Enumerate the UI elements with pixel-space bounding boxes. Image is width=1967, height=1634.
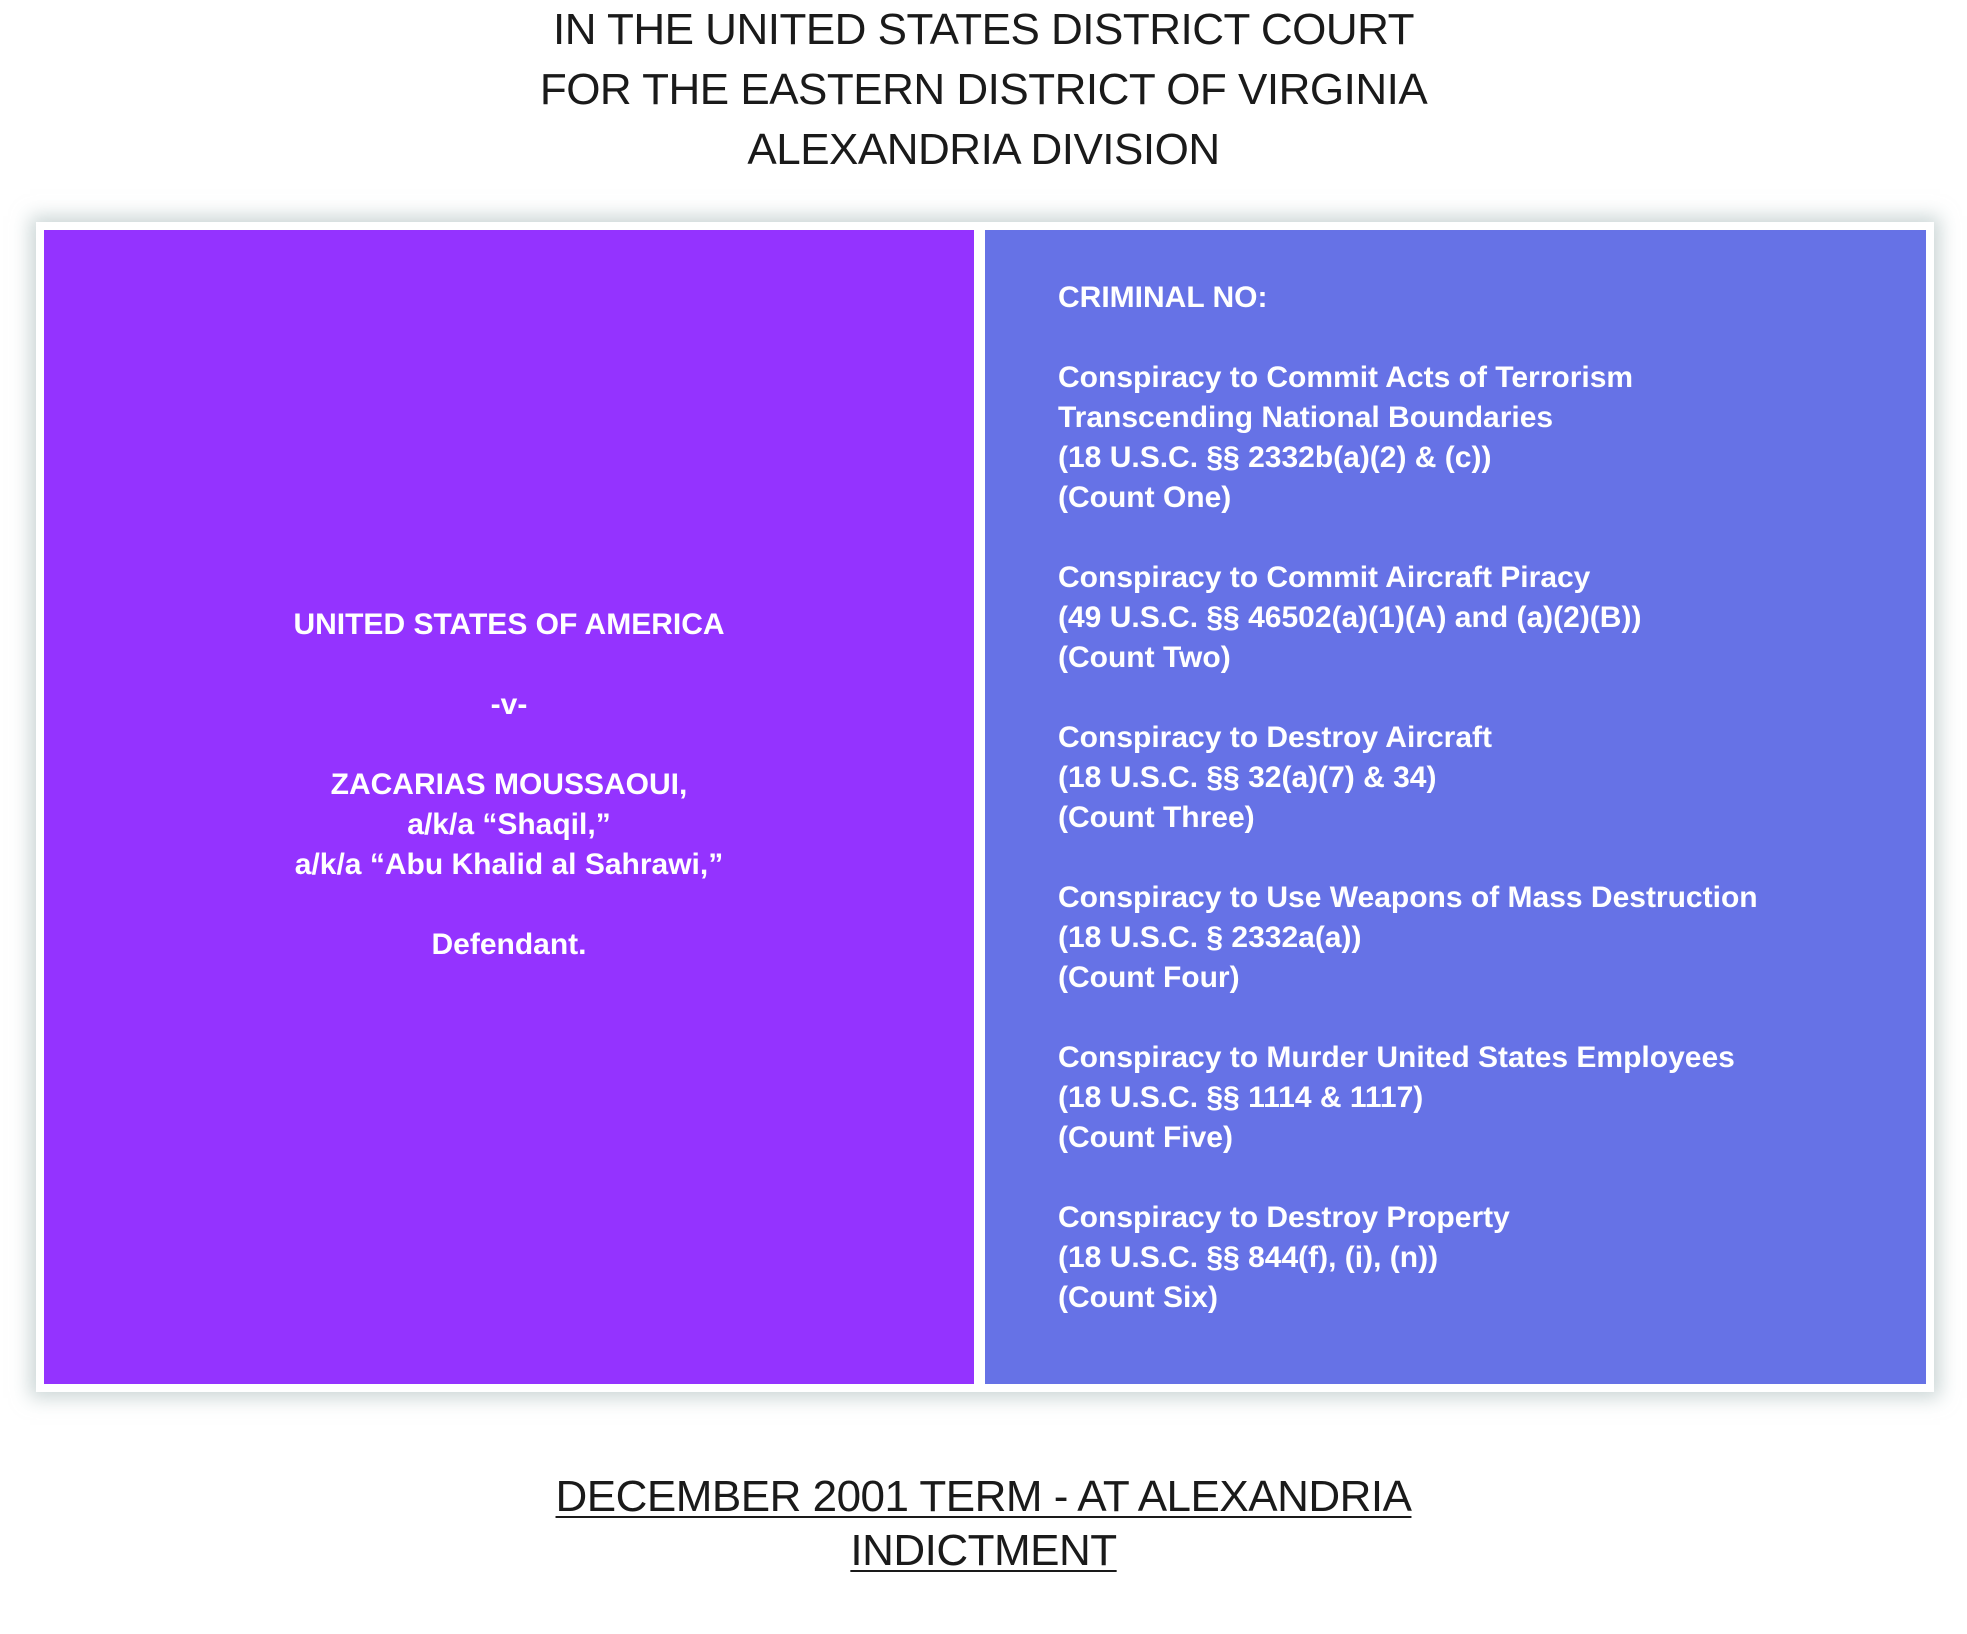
charge-count-label: (Count Four) (1058, 961, 1240, 994)
charge-count-three (1058, 718, 1758, 838)
charge-count-five (1058, 1038, 1758, 1158)
charge-count-two (1058, 558, 1758, 678)
charge-title: Conspiracy to Destroy Property (1058, 1201, 1510, 1234)
charge-statute: (18 U.S.C. §§ 844(f), (i), (n)) (1058, 1241, 1439, 1274)
term-footer (0, 1470, 1967, 1578)
charge-count-four (1058, 878, 1758, 998)
charge-count-one (1058, 358, 1758, 518)
charges-panel (985, 230, 1926, 1384)
defendant-alias: a/k/a “Shaqil,” (407, 808, 611, 841)
charge-title: Conspiracy to Use Weapons of Mass Destruction (1058, 881, 1758, 914)
court-term: DECEMBER 2001 TERM - AT ALEXANDRIA (555, 1472, 1412, 1521)
charges-block (1058, 278, 1758, 1318)
charge-title-continued: Transcending National Boundaries (1058, 401, 1554, 434)
charge-count-label: (Count Five) (1058, 1121, 1233, 1154)
charge-statute: (18 U.S.C. § 2332a(a)) (1058, 921, 1362, 954)
charge-count-label: (Count One) (1058, 481, 1232, 514)
versus-marker: -v- (490, 688, 528, 721)
charge-count-label: (Count Two) (1058, 641, 1231, 674)
charge-title: Conspiracy to Commit Aircraft Piracy (1058, 561, 1591, 594)
document-type: INDICTMENT (850, 1526, 1117, 1575)
charge-count-label: (Count Three) (1058, 801, 1255, 834)
defendant-name: ZACARIAS MOUSSAOUI, (330, 768, 688, 801)
defendant-alias: a/k/a “Abu Khalid al Sahrawi,” (294, 848, 724, 881)
charge-statute: (18 U.S.C. §§ 32(a)(7) & 34) (1058, 761, 1437, 794)
charge-count-label: (Count Six) (1058, 1281, 1218, 1314)
parties-panel (44, 230, 974, 1384)
court-division: ALEXANDRIA DIVISION (747, 125, 1220, 174)
charge-statute: (18 U.S.C. §§ 1114 & 1117) (1058, 1081, 1424, 1114)
charge-statute: (49 U.S.C. §§ 46502(a)(1)(A) and (a)(2)(B)) (1058, 601, 1642, 634)
charge-count-six (1058, 1198, 1758, 1318)
parties-block (44, 605, 974, 965)
court-header (0, 0, 1967, 180)
charge-title: Conspiracy to Murder United States Employees (1058, 1041, 1735, 1074)
charge-statute: (18 U.S.C. §§ 2332b(a)(2) & (c)) (1058, 441, 1492, 474)
charge-title: Conspiracy to Destroy Aircraft (1058, 721, 1493, 754)
plaintiff-name: UNITED STATES OF AMERICA (293, 608, 725, 641)
criminal-number-label: CRIMINAL NO: (1058, 281, 1268, 314)
case-caption-box (36, 222, 1934, 1392)
court-name: IN THE UNITED STATES DISTRICT COURT (553, 5, 1414, 54)
charge-title: Conspiracy to Commit Acts of Terrorism (1058, 361, 1634, 394)
defendant-label: Defendant. (431, 928, 587, 961)
court-district: FOR THE EASTERN DISTRICT OF VIRGINIA (539, 65, 1428, 114)
